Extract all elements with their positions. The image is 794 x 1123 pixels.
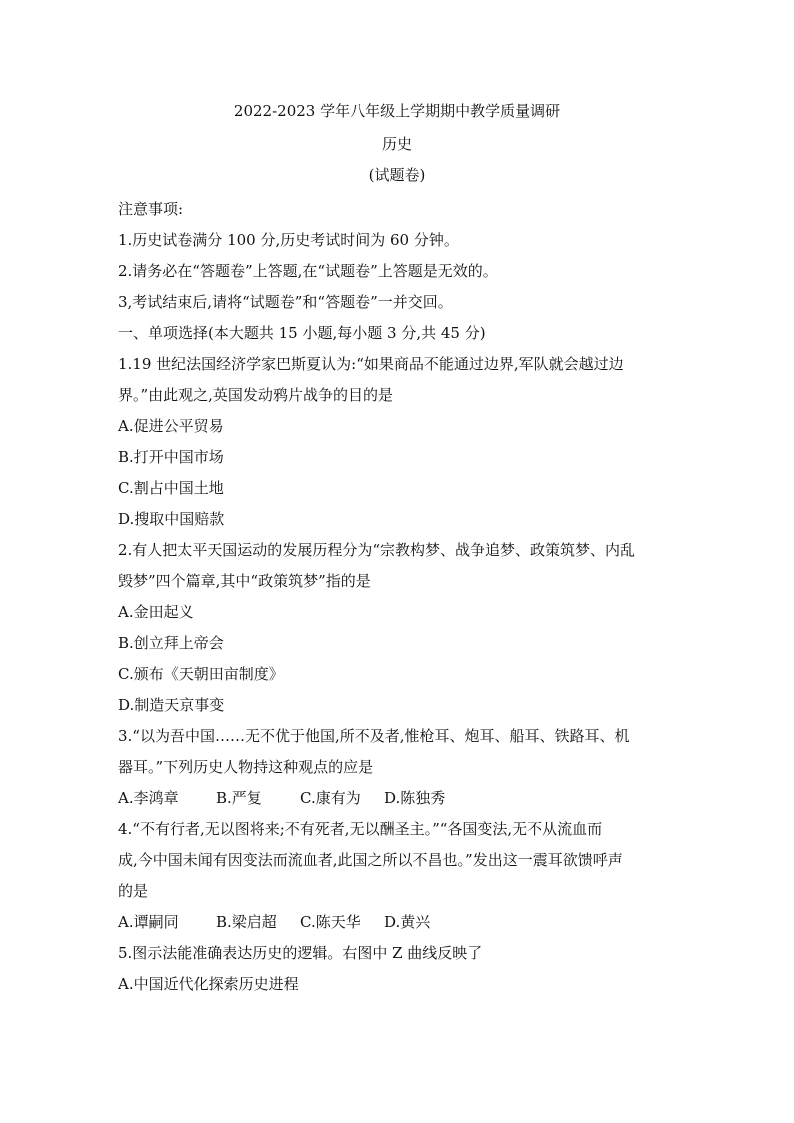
question-1-option-a: A.促进公平贸易 xyxy=(118,417,224,435)
notice-item-1: 1.历史试卷满分 100 分,历史考试时间为 60 分钟。 xyxy=(118,231,459,249)
question-1-stem-line-2: 界。”由此观之,英国发动鸦片战争的目的是 xyxy=(118,386,393,404)
question-2-stem-line-2: 毁梦”四个篇章,其中“政策筑梦”指的是 xyxy=(118,572,371,590)
question-4-option-c: C.陈天华 xyxy=(300,913,361,931)
question-4-option-b: B.梁启超 xyxy=(216,913,277,931)
question-3-option-b: B.严复 xyxy=(216,789,262,807)
question-4-stem-line-1: 4.“不有行者,无以图将来;不有死者,无以酬圣主。”“各国变法,无不从流血而 xyxy=(118,820,603,838)
question-5-option-a: A.中国近代化探索历史进程 xyxy=(118,975,299,993)
question-4-option-a: A.谭嗣同 xyxy=(118,913,179,931)
question-4-stem-line-2: 成,今中国未闻有因变法而流血者,此国之所以不昌也。”发出这一震耳欲馈呼声 xyxy=(118,851,623,869)
question-4-option-d: D.黄兴 xyxy=(384,913,431,931)
question-2-option-b: B.创立拜上帝会 xyxy=(118,634,224,652)
question-2-stem-line-1: 2.有人把太平天国运动的发展历程分为“宗教构梦、战争追梦、政策筑梦、内乱 xyxy=(118,541,635,559)
notice-item-2: 2.请务必在“答题卷”上答题,在“试题卷”上答题是无效的。 xyxy=(118,262,498,280)
question-5-stem-line-1: 5.图示法能准确表达历史的逻辑。右图中 Z 曲线反映了 xyxy=(118,944,483,962)
notice-item-3: 3,考试结束后,请将“试题卷”和“答题卷”一并交回。 xyxy=(118,293,453,311)
question-3-stem-line-2: 器耳。”下列历史人物持这种观点的应是 xyxy=(118,758,374,776)
question-2-option-d: D.制造天京事变 xyxy=(118,696,225,714)
section-heading: 一、单项选择(本大题共 15 小题,每小题 3 分,共 45 分) xyxy=(118,324,486,342)
exam-subtitle: (试题卷) xyxy=(368,166,426,184)
question-2-option-a: A.金田起义 xyxy=(118,603,194,621)
question-3-stem-line-1: 3.“以为吾中国……无不优于他国,所不及者,惟枪耳、炮耳、船耳、铁路耳、机 xyxy=(118,727,630,745)
exam-title: 2022-2023 学年八年级上学期期中教学质量调研 xyxy=(233,102,561,120)
question-3-option-d: D.陈独秀 xyxy=(384,789,446,807)
question-3-option-a: A.李鸿章 xyxy=(118,789,179,807)
exam-content xyxy=(118,194,678,1000)
question-2-option-c: C.颁布《天朝田亩制度》 xyxy=(118,665,284,683)
notice-heading: 注意事项: xyxy=(118,200,184,218)
question-4-stem-line-3: 的是 xyxy=(118,882,149,900)
question-1-option-b: B.打开中国市场 xyxy=(118,448,224,466)
question-1-option-d: D.搜取中国赔款 xyxy=(118,510,225,528)
question-4-options xyxy=(118,907,678,938)
question-1-option-c: C.割占中国土地 xyxy=(118,479,224,497)
question-3-options xyxy=(118,783,678,814)
question-1-stem-line-1: 1.19 世纪法国经济学家巴斯夏认为:“如果商品不能通过边界,军队就会越过边 xyxy=(118,355,624,373)
exam-subject: 历史 xyxy=(381,135,412,153)
question-3-option-c: C.康有为 xyxy=(300,789,361,807)
